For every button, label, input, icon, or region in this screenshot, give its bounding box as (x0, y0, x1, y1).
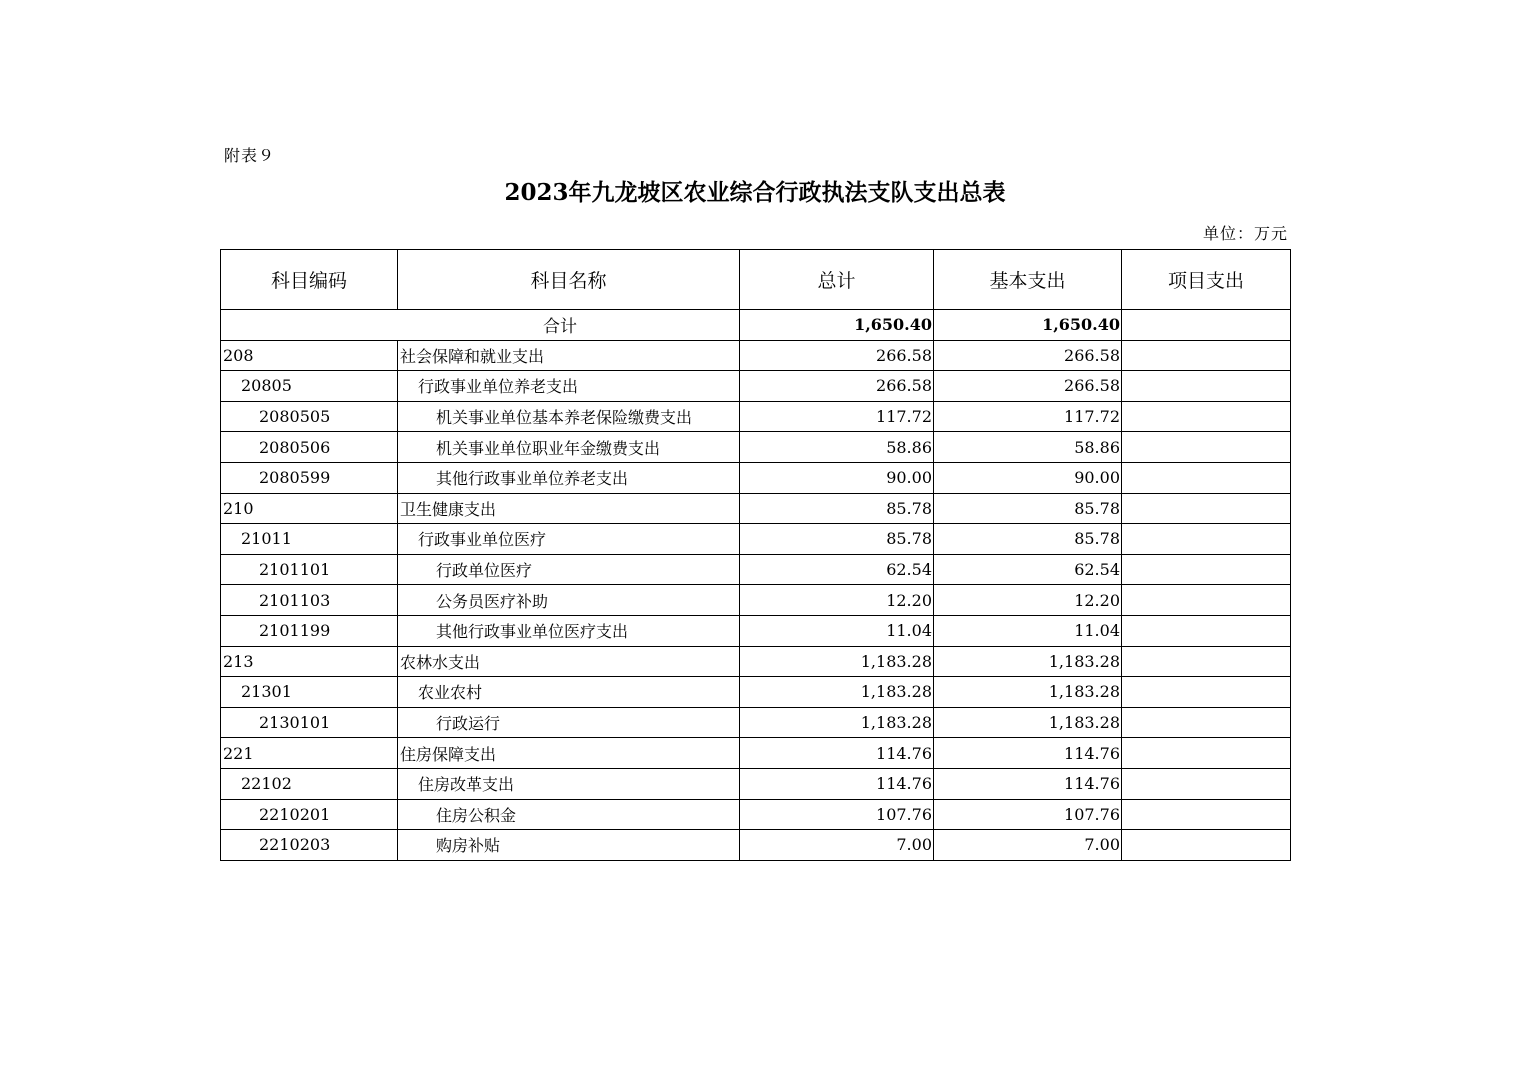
row-total: 85.78 (740, 493, 934, 524)
annex-label: 附表９ (224, 146, 276, 165)
row-code: 20805 (221, 371, 398, 402)
row-project (1122, 646, 1291, 677)
row-name: 住房改革支出 (398, 768, 740, 799)
row-total: 11.04 (740, 615, 934, 646)
table-row (221, 615, 1291, 646)
row-basic: 114.76 (934, 738, 1122, 769)
row-basic: 114.76 (934, 768, 1122, 799)
unit-label: 单位：万元 (1202, 224, 1288, 243)
table-row (221, 830, 1291, 861)
row-total: 1,183.28 (740, 677, 934, 708)
row-project (1122, 524, 1291, 555)
table-row (221, 432, 1291, 463)
row-name: 其他行政事业单位医疗支出 (398, 615, 740, 646)
table-row (221, 799, 1291, 830)
row-code: 21301 (221, 677, 398, 708)
row-project (1122, 432, 1291, 463)
page-title: 2023年九龙坡区农业综合行政执法支队支出总表 (504, 179, 1006, 206)
row-total: 85.78 (740, 524, 934, 555)
row-code: 22102 (221, 768, 398, 799)
row-project (1122, 493, 1291, 524)
row-name: 农林水支出 (398, 646, 740, 677)
table-row (221, 768, 1291, 799)
row-code: 21011 (221, 524, 398, 555)
row-project (1122, 371, 1291, 402)
row-code: 2080506 (221, 432, 398, 463)
row-project (1122, 401, 1291, 432)
row-basic: 62.54 (934, 554, 1122, 585)
total-row (221, 310, 1291, 341)
table-row (221, 340, 1291, 371)
row-name: 社会保障和就业支出 (398, 340, 740, 371)
row-code: 2080505 (221, 401, 398, 432)
row-basic: 90.00 (934, 462, 1122, 493)
row-total: 62.54 (740, 554, 934, 585)
row-code: 213 (221, 646, 398, 677)
header-total: 总计 (740, 250, 934, 310)
row-total: 117.72 (740, 401, 934, 432)
row-basic: 1,183.28 (934, 677, 1122, 708)
row-name: 机关事业单位职业年金缴费支出 (398, 432, 740, 463)
row-basic: 107.76 (934, 799, 1122, 830)
row-project (1122, 799, 1291, 830)
row-project (1122, 707, 1291, 738)
row-code: 2210203 (221, 830, 398, 861)
row-code: 2101199 (221, 615, 398, 646)
row-total: 114.76 (740, 768, 934, 799)
row-basic: 12.20 (934, 585, 1122, 616)
row-code: 221 (221, 738, 398, 769)
table-row (221, 646, 1291, 677)
table-row (221, 738, 1291, 769)
row-total: 266.58 (740, 371, 934, 402)
row-basic: 85.78 (934, 493, 1122, 524)
row-basic: 58.86 (934, 432, 1122, 463)
row-code: 208 (221, 340, 398, 371)
header-name: 科目名称 (398, 250, 740, 310)
row-name: 住房公积金 (398, 799, 740, 830)
row-name: 农业农村 (398, 677, 740, 708)
row-project (1122, 554, 1291, 585)
table-row (221, 401, 1291, 432)
row-project (1122, 738, 1291, 769)
expenditure-table (220, 249, 1291, 861)
table-row (221, 554, 1291, 585)
table-header-row (221, 250, 1291, 310)
row-project (1122, 677, 1291, 708)
row-name: 住房保障支出 (398, 738, 740, 769)
row-name: 其他行政事业单位养老支出 (398, 462, 740, 493)
row-code: 2210201 (221, 799, 398, 830)
row-total: 114.76 (740, 738, 934, 769)
row-name: 行政事业单位医疗 (398, 524, 740, 555)
table-row (221, 371, 1291, 402)
table-row (221, 677, 1291, 708)
table-row (221, 585, 1291, 616)
header-project: 项目支出 (1122, 250, 1291, 310)
row-total: 107.76 (740, 799, 934, 830)
header-code: 科目编码 (221, 250, 398, 310)
row-name: 公务员医疗补助 (398, 585, 740, 616)
table-row (221, 493, 1291, 524)
row-project (1122, 585, 1291, 616)
row-project (1122, 830, 1291, 861)
row-name: 机关事业单位基本养老保险缴费支出 (398, 401, 740, 432)
table-row (221, 462, 1291, 493)
row-code: 2101103 (221, 585, 398, 616)
row-project (1122, 462, 1291, 493)
header-basic: 基本支出 (934, 250, 1122, 310)
row-name: 行政运行 (398, 707, 740, 738)
row-code: 2080599 (221, 462, 398, 493)
table-row (221, 707, 1291, 738)
row-project (1122, 768, 1291, 799)
total-project (1122, 310, 1291, 341)
total-label: 合计 (221, 310, 740, 341)
row-name: 卫生健康支出 (398, 493, 740, 524)
row-basic: 1,183.28 (934, 707, 1122, 738)
row-name: 行政事业单位养老支出 (398, 371, 740, 402)
total-basic: 1,650.40 (934, 310, 1122, 341)
row-total: 58.86 (740, 432, 934, 463)
row-basic: 1,183.28 (934, 646, 1122, 677)
total-total: 1,650.40 (740, 310, 934, 341)
row-project (1122, 615, 1291, 646)
row-basic: 11.04 (934, 615, 1122, 646)
row-name: 行政单位医疗 (398, 554, 740, 585)
row-code: 2130101 (221, 707, 398, 738)
row-basic: 266.58 (934, 340, 1122, 371)
row-project (1122, 340, 1291, 371)
row-basic: 117.72 (934, 401, 1122, 432)
row-total: 1,183.28 (740, 646, 934, 677)
row-code: 210 (221, 493, 398, 524)
row-basic: 7.00 (934, 830, 1122, 861)
row-name: 购房补贴 (398, 830, 740, 861)
row-basic: 266.58 (934, 371, 1122, 402)
row-total: 266.58 (740, 340, 934, 371)
table-row (221, 524, 1291, 555)
row-total: 1,183.28 (740, 707, 934, 738)
row-basic: 85.78 (934, 524, 1122, 555)
row-total: 7.00 (740, 830, 934, 861)
row-code: 2101101 (221, 554, 398, 585)
row-total: 12.20 (740, 585, 934, 616)
row-total: 90.00 (740, 462, 934, 493)
